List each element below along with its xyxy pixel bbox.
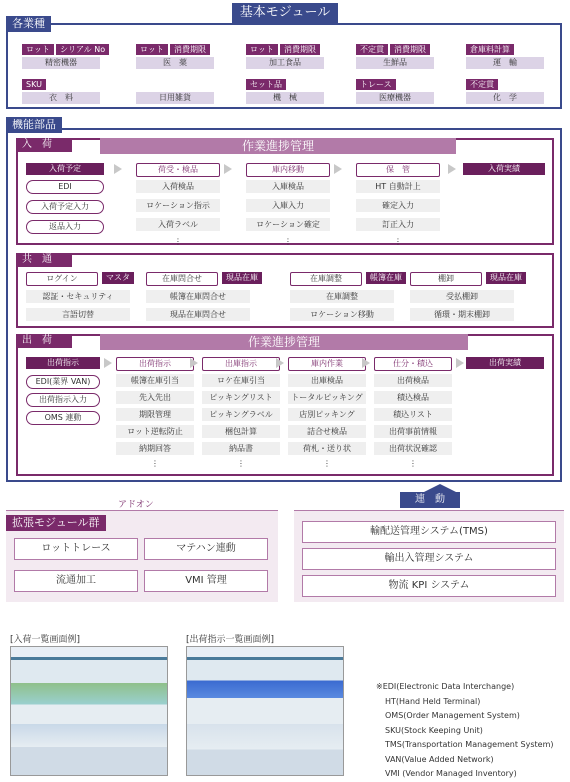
addon-item: VMI 管理 bbox=[144, 570, 268, 592]
industry-tag: ロット bbox=[22, 44, 54, 55]
outbound-stage-item: 梱包計算 bbox=[202, 425, 280, 438]
industry-value: 化 学 bbox=[466, 92, 544, 104]
addon-item: ロットトレース bbox=[14, 538, 138, 560]
outbound-stage-item: 積込リスト bbox=[374, 408, 452, 421]
flow-arrow bbox=[362, 358, 370, 368]
common-head: 棚卸 bbox=[410, 272, 482, 286]
outbound-stage-head: 出荷指示 bbox=[116, 357, 194, 371]
outbound-stage-item: ロケ在庫引当 bbox=[202, 374, 280, 387]
glossary-note: OMS(Order Management System) bbox=[385, 711, 520, 720]
inbound-screen-image bbox=[10, 646, 168, 776]
outbound-stage-item: 出荷事前情報 bbox=[374, 425, 452, 438]
glossary-note: VAN(Value Added Network) bbox=[385, 754, 494, 764]
industry-tag: ロット bbox=[136, 44, 168, 55]
glossary-note: SKU(Stock Keeping Unit) bbox=[385, 725, 483, 735]
outbound-progress-bar: 作業進捗管理 bbox=[100, 334, 468, 350]
addon-label: アドオン bbox=[118, 500, 154, 510]
outbound-stage-item: 帳簿在庫引当 bbox=[116, 374, 194, 387]
inbound-stage-item: ロケーション確定 bbox=[246, 218, 330, 231]
outbound-stage-item: 期限管理 bbox=[116, 408, 194, 421]
outbound-source: 出荷指示入力 bbox=[26, 393, 100, 407]
outbound-stage-item: ⋮ bbox=[237, 459, 245, 468]
glossary-note: TMS(Transportation Management System) bbox=[385, 740, 554, 749]
inbound-stage-item: 確定入力 bbox=[356, 199, 440, 212]
inbound-title: 入 荷 bbox=[16, 138, 72, 152]
industry-value: 生鮮品 bbox=[356, 57, 434, 69]
industry-tag: トレース bbox=[356, 79, 396, 90]
outbound-stage-item: 店別ピッキング bbox=[288, 408, 366, 421]
outbound-stage-item: ⋮ bbox=[409, 459, 417, 468]
inbound-stage-item: HT 自動計上 bbox=[356, 180, 440, 193]
common-item: 現品在庫問合せ bbox=[146, 308, 250, 321]
industry-tag: セット品 bbox=[246, 79, 286, 90]
outbound-stage-item: ピッキングリスト bbox=[202, 391, 280, 404]
flow-arrow bbox=[276, 358, 284, 368]
outbound-stage-item: 先入先出 bbox=[116, 391, 194, 404]
inbound-stage-head: 荷受・検品 bbox=[136, 163, 220, 177]
outbound-stage-item: 荷札・送り状 bbox=[288, 442, 366, 455]
outbound-stage-item: 出荷検品 bbox=[374, 374, 452, 387]
outbound-source: OMS 連動 bbox=[26, 411, 100, 425]
inbound-screen-label: [入荷一覧画面例] bbox=[10, 635, 81, 645]
inbound-source: 返品入力 bbox=[26, 220, 104, 234]
outbound-stage-head: 仕分・積込 bbox=[374, 357, 452, 371]
basic-module-title: 基本モジュール bbox=[232, 3, 338, 23]
outbound-result: 出荷実績 bbox=[466, 357, 544, 369]
outbound-start: 出荷指示 bbox=[26, 357, 100, 369]
common-badge: マスタ bbox=[102, 272, 134, 284]
inbound-stage-head: 庫内移動 bbox=[246, 163, 330, 177]
industry-value: 衣 料 bbox=[22, 92, 100, 104]
flow-arrow bbox=[334, 164, 342, 174]
inbound-result: 入荷実績 bbox=[463, 163, 545, 175]
industry-tag: シリアル No bbox=[56, 44, 109, 55]
inbound-stage-item: 訂正入力 bbox=[356, 218, 440, 231]
industry-tag: 消費期限 bbox=[170, 44, 210, 55]
outbound-stage-item: 出庫検品 bbox=[288, 374, 366, 387]
link-title: 連 動 bbox=[400, 492, 460, 508]
common-item: 循環・期末棚卸 bbox=[410, 308, 514, 321]
common-title: 共 通 bbox=[16, 253, 72, 267]
flow-arrow bbox=[114, 164, 122, 174]
flow-arrow bbox=[448, 164, 456, 174]
outbound-stage-head: 庫内作業 bbox=[288, 357, 366, 371]
industry-title: 各業種 bbox=[6, 16, 51, 32]
inbound-stage-head: 保 管 bbox=[356, 163, 440, 177]
industry-tag: 不定貫 bbox=[356, 44, 388, 55]
function-title: 機能部品 bbox=[6, 117, 62, 133]
flow-arrow bbox=[224, 164, 232, 174]
outbound-screen-label: [出荷指示一覧画面例] bbox=[186, 635, 275, 645]
link-item: 輸出入管理システム bbox=[302, 548, 556, 570]
industry-value: 医 薬 bbox=[136, 57, 214, 69]
common-head: 在庫問合せ bbox=[146, 272, 218, 286]
common-item: ロケーション移動 bbox=[290, 308, 394, 321]
outbound-stage-head: 出庫指示 bbox=[202, 357, 280, 371]
industry-tag: ロット bbox=[246, 44, 278, 55]
industry-tag: SKU bbox=[22, 79, 46, 90]
inbound-stage-item: ロケーション指示 bbox=[136, 199, 220, 212]
inbound-stage-item: ⋮ bbox=[174, 237, 182, 246]
inbound-start: 入荷予定 bbox=[26, 163, 104, 175]
addon-item: マテハン連動 bbox=[144, 538, 268, 560]
industry-value: 医療機器 bbox=[356, 92, 434, 104]
common-badge: 現品在庫 bbox=[222, 272, 262, 284]
common-item: 認証・セキュリティ bbox=[26, 290, 130, 303]
glossary-note: HT(Hand Held Terminal) bbox=[385, 696, 481, 706]
outbound-stage-item: ピッキングラベル bbox=[202, 408, 280, 421]
inbound-stage-item: ⋮ bbox=[394, 237, 402, 246]
industry-tag: 消費期限 bbox=[390, 44, 430, 55]
outbound-stage-item: ロット逆転防止 bbox=[116, 425, 194, 438]
common-item: 在庫調整 bbox=[290, 290, 394, 303]
industry-value: 精密機器 bbox=[22, 57, 100, 69]
common-item: 言語切替 bbox=[26, 308, 130, 321]
industry-value: 機 械 bbox=[246, 92, 324, 104]
outbound-screen-image bbox=[186, 646, 344, 776]
inbound-stage-item: 入庫入力 bbox=[246, 199, 330, 212]
outbound-stage-item: トータルピッキング bbox=[288, 391, 366, 404]
common-badge: 帳簿在庫 bbox=[366, 272, 406, 284]
common-item: 帳簿在庫問合せ bbox=[146, 290, 250, 303]
flow-arrow bbox=[456, 358, 464, 368]
outbound-stage-item: 出荷状況確認 bbox=[374, 442, 452, 455]
common-badge: 現品在庫 bbox=[486, 272, 526, 284]
outbound-source: EDI(業界 VAN) bbox=[26, 375, 100, 389]
outbound-stage-item: 詰合せ検品 bbox=[288, 425, 366, 438]
industry-tag: 不定貫 bbox=[466, 79, 498, 90]
inbound-stage-item: 入荷検品 bbox=[136, 180, 220, 193]
inbound-stage-item: ⋮ bbox=[284, 237, 292, 246]
addon-item: 流通加工 bbox=[14, 570, 138, 592]
outbound-stage-item: 納品書 bbox=[202, 442, 280, 455]
common-head: ログイン bbox=[26, 272, 98, 286]
industry-value: 運 輸 bbox=[466, 57, 544, 69]
outbound-stage-item: ⋮ bbox=[151, 459, 159, 468]
industry-tag: 消費期限 bbox=[280, 44, 320, 55]
outbound-stage-item: 納期回答 bbox=[116, 442, 194, 455]
addon-title: 拡張モジュール群 bbox=[6, 515, 106, 531]
flow-arrow bbox=[104, 358, 112, 368]
flow-arrow bbox=[190, 358, 198, 368]
inbound-stage-item: 入荷ラベル bbox=[136, 218, 220, 231]
outbound-title: 出 荷 bbox=[16, 334, 72, 348]
industry-value: 加工食品 bbox=[246, 57, 324, 69]
glossary-note: ※EDI(Electronic Data Interchange) bbox=[376, 682, 515, 691]
inbound-stage-item: 入庫検品 bbox=[246, 180, 330, 193]
inbound-progress-bar: 作業進捗管理 bbox=[100, 138, 456, 154]
outbound-stage-item: ⋮ bbox=[323, 459, 331, 468]
link-item: 輸配送管理システム(TMS) bbox=[302, 521, 556, 543]
outbound-stage-item: 積込検品 bbox=[374, 391, 452, 404]
industry-value: 日用雑貨 bbox=[136, 92, 214, 104]
glossary-note: VMI (Vendor Managed Inventory) bbox=[385, 769, 517, 778]
link-item: 物流 KPI システム bbox=[302, 575, 556, 597]
industry-tag: 倉庫料計算 bbox=[466, 44, 514, 55]
common-item: 受払棚卸 bbox=[410, 290, 514, 303]
inbound-source: 入荷予定入力 bbox=[26, 200, 104, 214]
common-head: 在庫調整 bbox=[290, 272, 362, 286]
inbound-source: EDI bbox=[26, 180, 104, 194]
